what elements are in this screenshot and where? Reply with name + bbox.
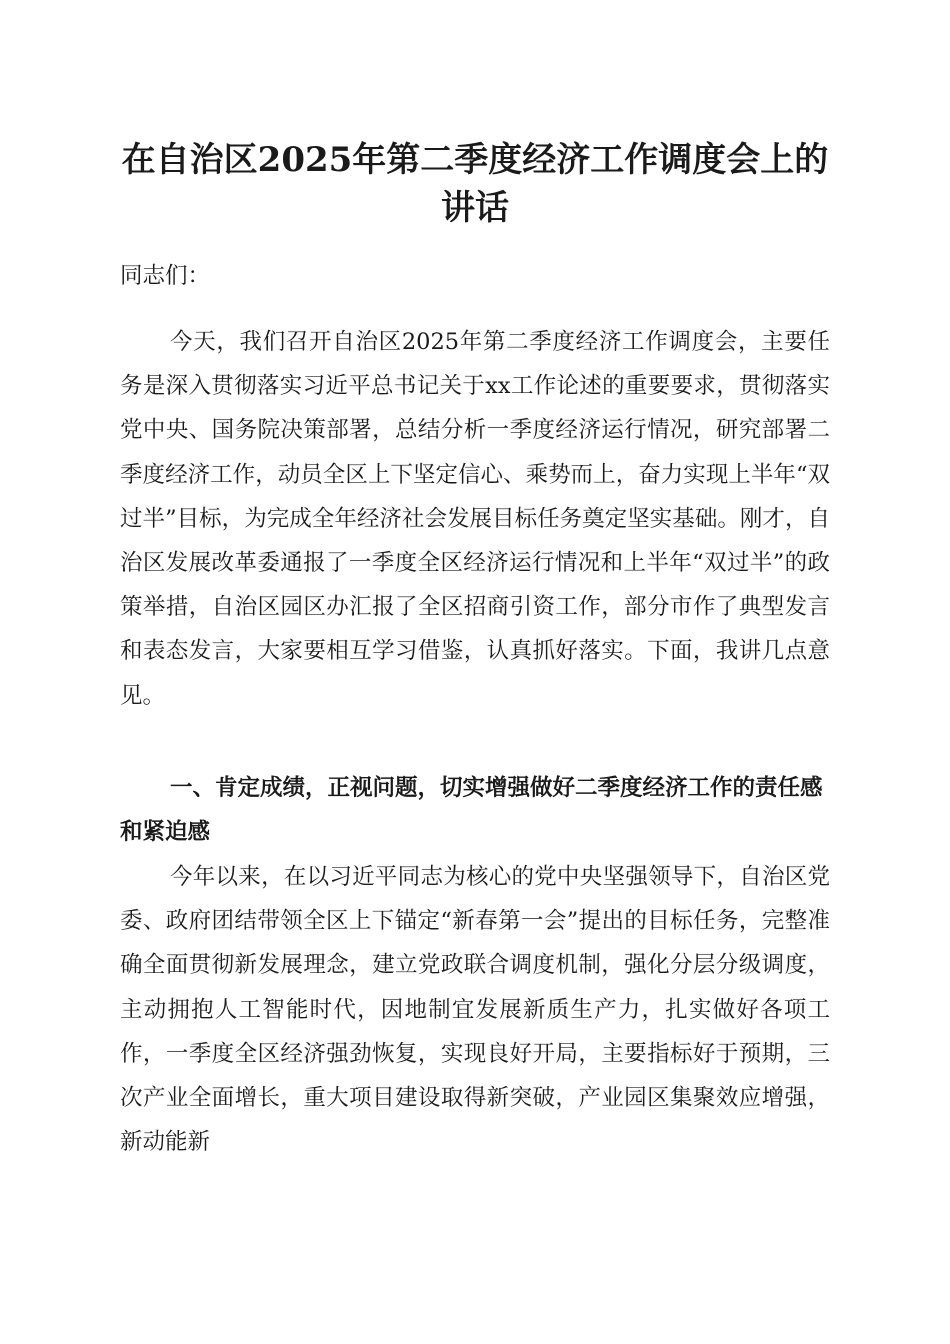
paragraph-intro: 今天，我们召开自治区2025年第二季度经济工作调度会，主要任务是深入贯彻落实习近平总书记关于xx工作论述的重要要求，贯彻落实党中央、国务院决策部署，总结分析一季度经济运行情况，研究部署二季度经济工作，动员全区上下坚定信心、乘势而上，奋力实现上半年“双过半”目标，为完成全年经济社会发展目标任务奠定坚实基础。刚才，自治区发展改革委通报了一季度全区经济运行情况和上半年“双过半”的政策举措，自治区园区办汇报了全区招商引资工作，部分市作了典型发言和表态发言，大家要相互学习借鉴，认真抓好落实。下面，我讲几点意见。 <box>120 329 830 709</box>
paragraph-achievements: 今年以来，在以习近平同志为核心的党中央坚强领导下，自治区党委、政府团结带领全区上下锚定“新春第一会”提出的目标任务，完整准确全面贯彻新发展理念，建立党政联合调度机制，强化分层分级调度，主动拥抱人工智能时代，因地制宜发展新质生产力，扎实做好各项工作，一季度全区经济强劲恢复，实现良好开局，主要指标好于预期，三次产业全面增长，重大项目建设取得新突破，产业园区集聚效应增强，新动能新 <box>120 864 830 1156</box>
salutation: 同志们： <box>120 263 211 289</box>
document-title: 在自治区2025年第二季度经济工作调度会上的讲话 <box>121 140 829 228</box>
section-heading-1: 一、肯定成绩，正视问题，切实增强做好二季度经济工作的责任感和紧迫感 <box>120 775 823 846</box>
